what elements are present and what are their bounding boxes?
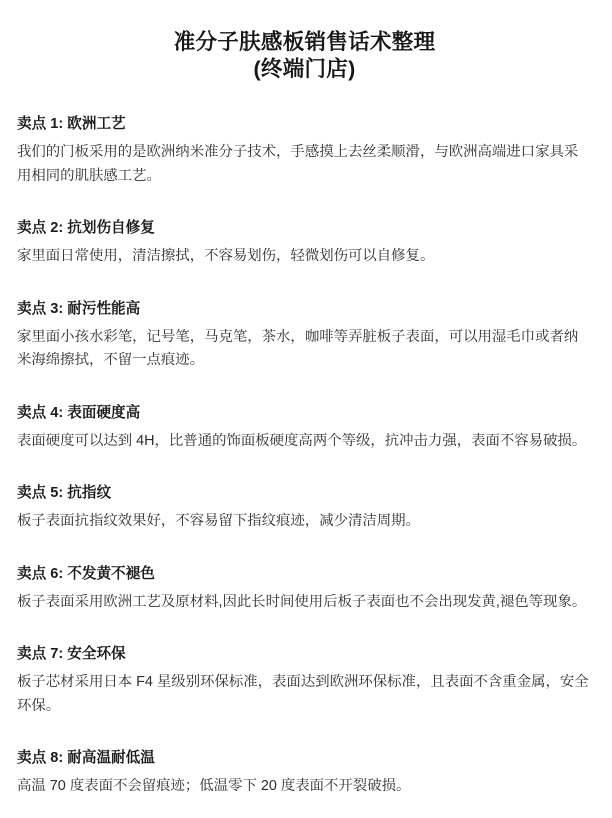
selling-point-body-8: 高温 70 度表面不会留痕迹；低温零下 20 度表面不开裂破损。 xyxy=(17,778,411,794)
selling-point-section-3 xyxy=(17,299,592,373)
selling-point-heading-1: 卖点 1: 欧洲工艺 xyxy=(17,116,126,132)
selling-point-heading-6: 卖点 6: 不发黄不褪色 xyxy=(17,565,155,582)
selling-point-section-1 xyxy=(17,114,592,188)
selling-point-heading-4: 卖点 4: 表面硬度高 xyxy=(17,404,141,421)
selling-point-heading-8: 卖点 8: 耐高温耐低温 xyxy=(17,750,155,766)
selling-point-body-4: 表面硬度可以达到 4H，比普通的饰面板硬度高两个等级，抗冲击力强，表面不容易破损。 xyxy=(17,432,587,449)
selling-point-body-7: 板子芯材采用日本 F4 星级别环保标准，表面达到欧洲环保标准，且表面不含重金属，安全环保。 xyxy=(17,674,589,714)
selling-point-body-5: 板子表面抗指纹效果好，不容易留下指纹痕迹，减少清洁周期。 xyxy=(17,513,420,529)
selling-point-section-7 xyxy=(17,644,592,718)
selling-point-section-6 xyxy=(17,564,592,615)
document-title-line2: (终端门店) xyxy=(253,57,356,81)
document-title xyxy=(17,29,592,83)
selling-point-section-8 xyxy=(17,748,592,799)
selling-point-body-6: 板子表面采用欧洲工艺及原材料,因此长时间使用后板子表面也不会出现发黄,褪色等现象。 xyxy=(17,593,587,610)
selling-point-section-4 xyxy=(17,403,592,454)
selling-points-list xyxy=(17,114,592,799)
document-title-line1: 准分子肤感板销售话术整理 xyxy=(173,30,436,54)
selling-point-section-2 xyxy=(17,218,592,269)
selling-point-body-3: 家里面小孩水彩笔，记号笔，马克笔，茶水，咖啡等弄脏板子表面，可以用湿毛巾或者纳米海绵擦拭，不留一点痕迹。 xyxy=(17,328,579,368)
selling-point-heading-5: 卖点 5: 抗指纹 xyxy=(17,485,112,501)
selling-point-body-2: 家里面日常使用，清洁擦拭，不容易划伤，轻微划伤可以自修复。 xyxy=(17,248,435,264)
selling-point-heading-3: 卖点 3: 耐污性能高 xyxy=(17,300,141,317)
selling-point-heading-2: 卖点 2: 抗划伤自修复 xyxy=(17,220,155,236)
selling-point-body-1: 我们的门板采用的是欧洲纳米准分子技术，手感摸上去丝柔顺滑，与欧洲高端进口家具采用相同的肌肤感工艺。 xyxy=(17,144,579,184)
selling-point-section-5 xyxy=(17,483,592,534)
selling-point-heading-7: 卖点 7: 安全环保 xyxy=(17,646,126,662)
